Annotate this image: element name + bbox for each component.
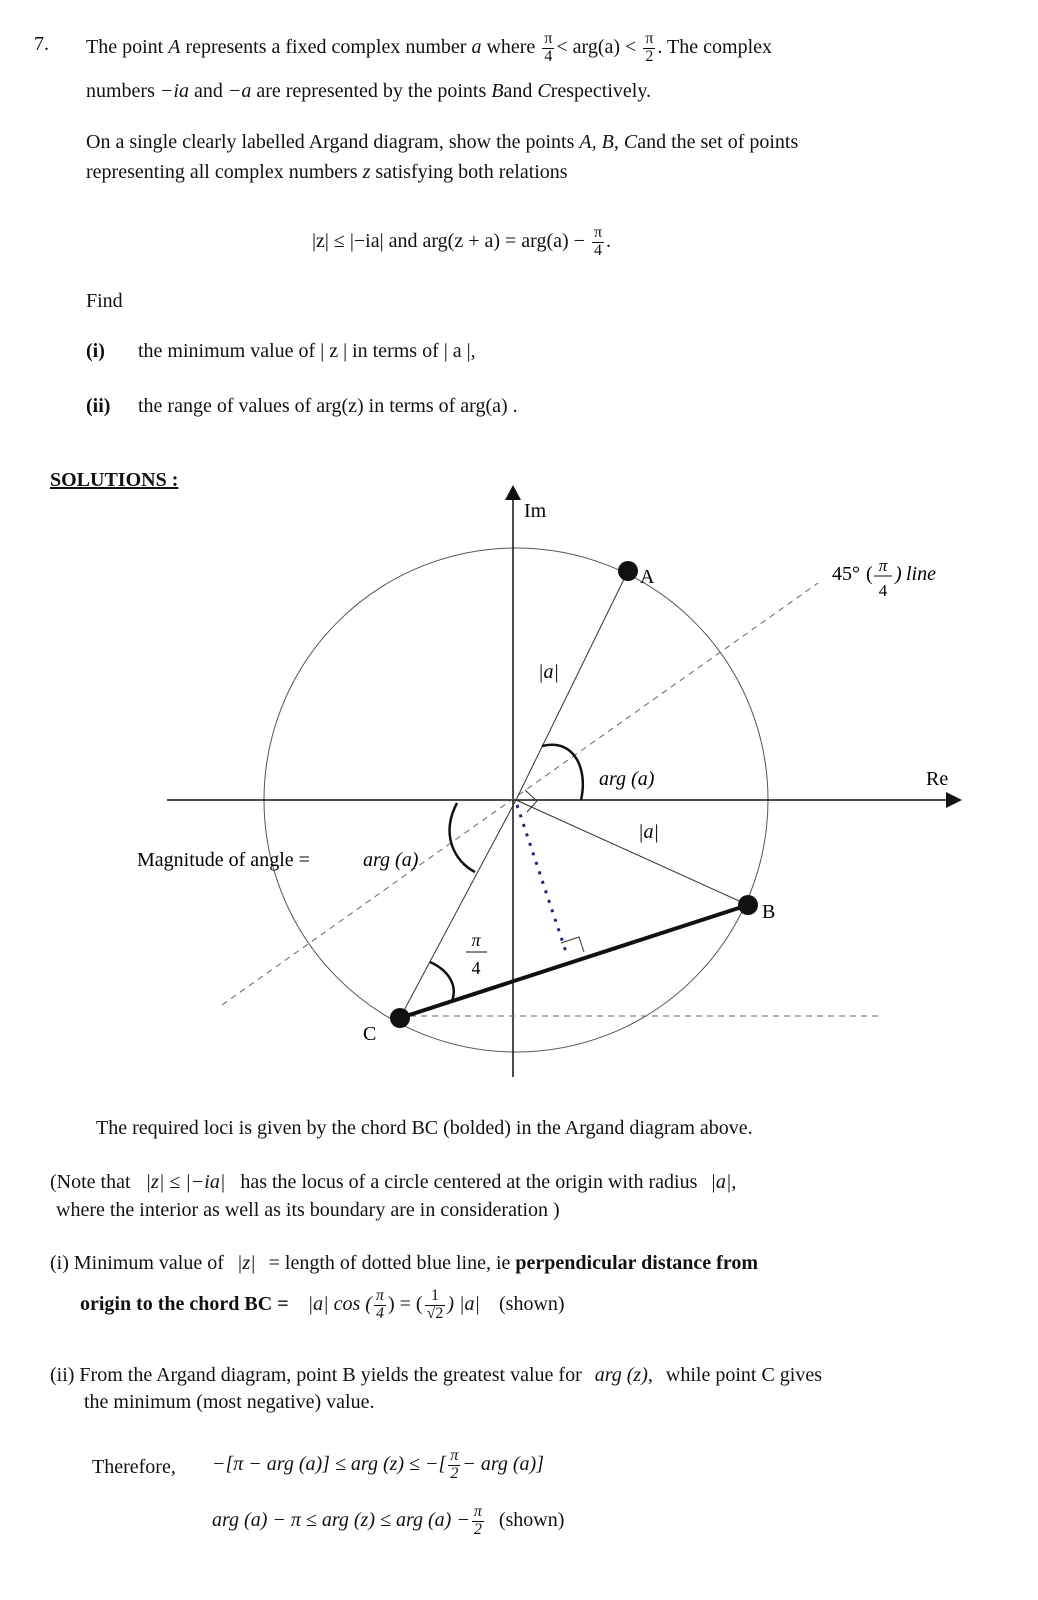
mod-a-label-oa: |a|: [538, 661, 559, 683]
neg-a: −a: [227, 80, 252, 102]
radius-oa: [516, 571, 628, 800]
part-i-label: (i): [86, 340, 105, 362]
relation-fraction: $\frac{\pi}{4}$: [593, 224, 603, 259]
sol-ii-text-a: (ii) From the Argand diagram, point B yields the greatest value for: [50, 1364, 582, 1386]
sol-i-bold-2: origin to the chord BC =: [80, 1292, 289, 1315]
fraction-pi-over-4: $\frac{\pi}{4}$: [544, 30, 553, 65]
angle-pi-label: π: [471, 930, 481, 950]
point-a-ref: A: [168, 35, 181, 58]
solution-ii-line-2: the minimum (most negative) value.: [84, 1391, 375, 1413]
relation-and: and: [388, 229, 418, 252]
solution-ii-line-1: [50, 1364, 822, 1387]
arg-a-inequality: < arg(a) <: [556, 35, 637, 58]
note-inequality: |z| ≤ |−ia|: [145, 1171, 226, 1193]
line45-paren-open: (: [866, 563, 873, 585]
neg-ia: −ia: [159, 80, 189, 102]
sol-ii-argz: arg (z),: [594, 1364, 653, 1386]
para2-line2-text: representing all complex numbers: [86, 161, 358, 183]
sol-i-expr-2: ) = (: [387, 1292, 423, 1315]
inequality-1: [212, 1448, 544, 1483]
sol-i-expr-3: ) |a|: [447, 1292, 481, 1315]
relation-modulus: |z| ≤ |−ia|: [312, 229, 384, 252]
ineq1-text-a: −[π − arg (a)] ≤ arg (z) ≤ −[: [212, 1452, 447, 1475]
part-i-text: the minimum value of | z | in terms of | a |,: [138, 340, 476, 362]
arg-a-arc: [542, 745, 583, 800]
note-text-a: (Note that: [50, 1171, 131, 1193]
note-line-2: where the interior as well as its boundary are in consideration ): [56, 1199, 560, 1221]
var-z: z: [362, 161, 371, 183]
find-label: Find: [86, 290, 123, 312]
fraction-pi-over-2: $\frac{\pi}{2}$: [645, 30, 654, 65]
sol-i-shown: (shown): [499, 1292, 565, 1315]
point-a-label: A: [640, 566, 655, 588]
line45-degree-text: 45°: [832, 563, 860, 585]
im-label: Im: [524, 500, 547, 522]
ineq2-text-a: arg (a) − π ≤ arg (z) ≤ arg (a) −: [212, 1508, 470, 1531]
sol-i-bold-1: perpendicular distance from: [515, 1252, 759, 1274]
ineq2-frac: $\frac{\pi}{2}$: [473, 1503, 482, 1538]
line45-word: ): [895, 563, 902, 585]
sol-i-text-b: = length of dotted blue line, ie: [268, 1252, 511, 1274]
para2-text: On a single clearly labelled Argand diagram, show the points: [86, 131, 575, 153]
point-c-dot: [390, 1008, 410, 1028]
var-a: a: [471, 35, 482, 58]
arg-a-label: arg (a): [599, 768, 655, 790]
line-45-degree: [222, 583, 818, 1005]
ineq1-text-b: − arg (a)]: [462, 1452, 544, 1475]
q2-text-c: respectively.: [550, 80, 652, 102]
pi-over-4-arc: [430, 962, 454, 1001]
sol-ii-text-b: while point C gives: [665, 1364, 822, 1386]
mod-a-label-ob: |a|: [638, 821, 659, 843]
angle-four-label: 4: [471, 958, 481, 978]
real-axis-arrow-icon: [946, 792, 962, 808]
point-b-label: B: [762, 901, 776, 923]
note-text-b: has the locus of a circle centered at the origin with radius: [240, 1171, 698, 1193]
para2-text-end: and the set of points: [637, 131, 799, 153]
q1-text-d: . The complex: [657, 35, 773, 58]
note-modulus: |a|,: [710, 1171, 737, 1193]
relation-end: .: [606, 229, 612, 252]
perpendicular-dotted-line: [517, 805, 567, 955]
sol-i-modz: |z|: [236, 1252, 256, 1274]
point-b-ref: B: [491, 80, 504, 102]
note-line-1: [50, 1171, 736, 1194]
question-number: 7.: [34, 33, 49, 55]
q1-text-b: represents a fixed complex number: [185, 35, 467, 58]
solution-i-line-2: [80, 1288, 565, 1323]
magnitude-label: Magnitude of angle =: [137, 849, 310, 871]
line45-pi: π: [878, 556, 888, 575]
radius-ob: [516, 800, 748, 905]
sol-i-expr-1: |a| cos (: [307, 1292, 372, 1315]
point-a-dot: [618, 561, 638, 581]
part-ii-text: the range of values of arg(z) in terms of arg(a) .: [138, 395, 518, 417]
magnitude-arc: [450, 803, 475, 872]
relation-arg: arg(z + a) = arg(a) −: [422, 229, 585, 252]
line45-line-word: line: [906, 563, 936, 585]
q1-text-a: The point: [86, 35, 164, 58]
solutions-heading: SOLUTIONS :: [50, 469, 179, 491]
ineq2-shown: (shown): [498, 1508, 565, 1531]
part-ii-label: (ii): [86, 395, 111, 417]
magnitude-value: arg (a): [363, 849, 419, 871]
imaginary-axis-arrow-icon: [505, 485, 521, 500]
q1-text-c: where: [486, 35, 536, 58]
sol-i-frac-1-sqrt2: $\frac{1}{√2}$: [426, 1287, 444, 1322]
sol-i-text-a: (i) Minimum value of: [50, 1252, 224, 1274]
ineq1-frac: $\frac{\pi}{2}$: [450, 1447, 459, 1482]
line45-four: 4: [878, 581, 888, 600]
q2-and: and: [193, 80, 223, 102]
point-c-ref: C: [537, 80, 551, 102]
q2-and-2: and: [503, 80, 533, 102]
para2-line2-end: satisfying both relations: [375, 161, 568, 183]
q2-text-a: numbers: [86, 80, 155, 102]
point-b-dot: [738, 895, 758, 915]
sol-i-frac-pi-4: $\frac{\pi}{4}$: [375, 1287, 384, 1322]
solution-i-line-1: [50, 1252, 758, 1275]
points-abc: A, B, C: [579, 131, 638, 153]
point-c-label: C: [363, 1023, 377, 1045]
re-label: Re: [926, 768, 949, 790]
inequality-2: [212, 1504, 564, 1539]
loci-statement: The required loci is given by the chord BC (bolded) in the Argand diagram above.: [96, 1117, 753, 1139]
therefore-label: Therefore,: [92, 1456, 176, 1478]
q2-text-b: are represented by the points: [256, 80, 487, 102]
